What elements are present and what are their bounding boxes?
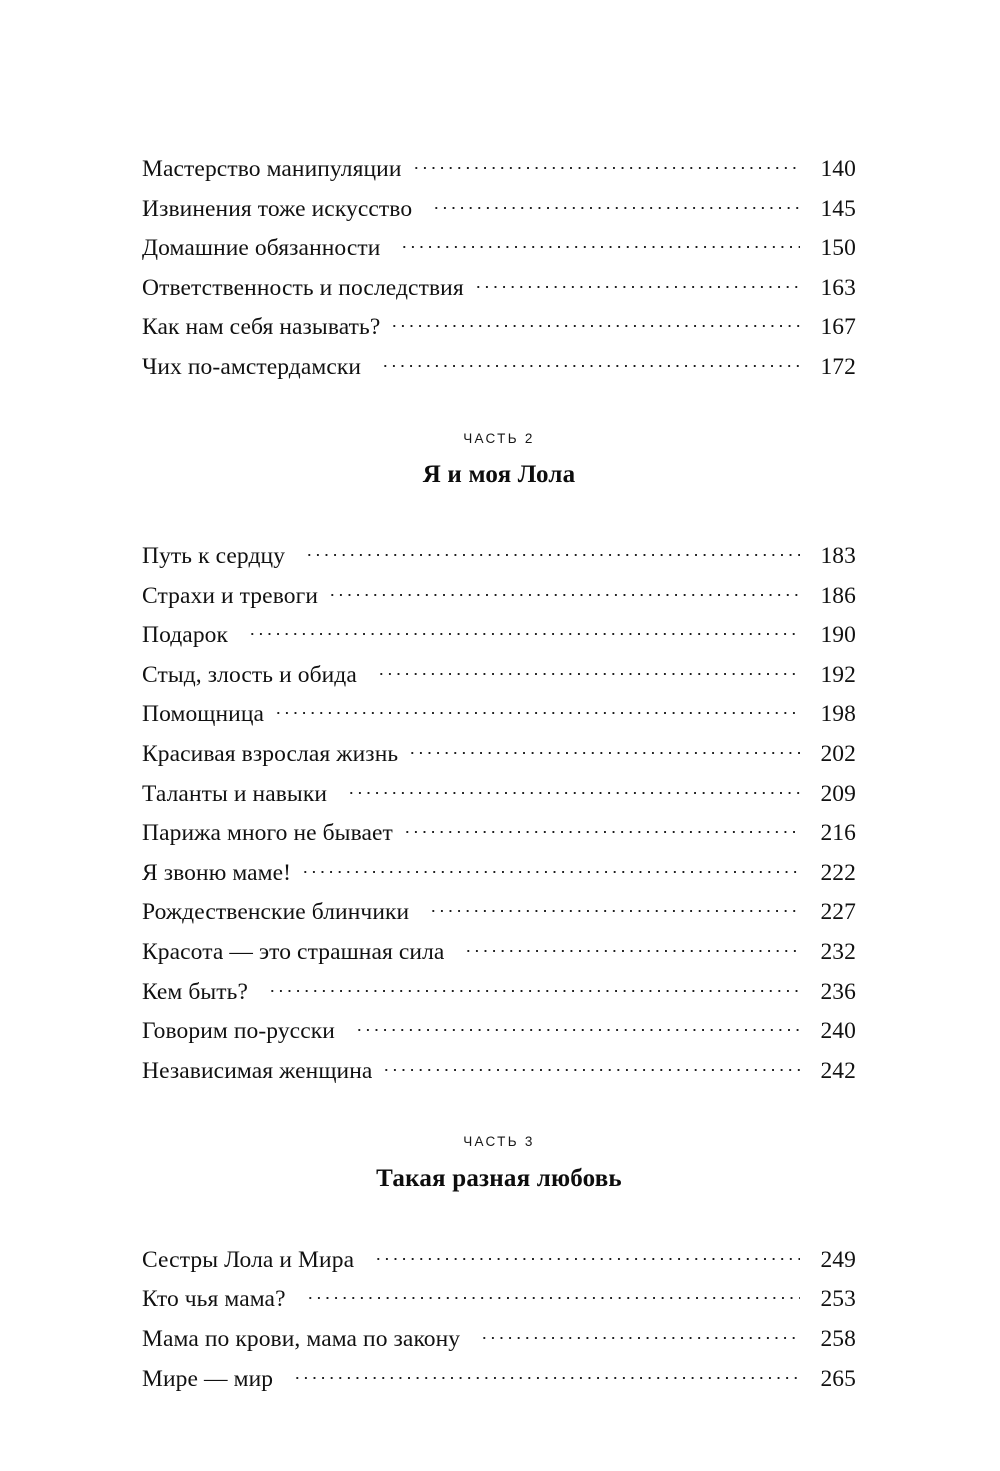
toc-entry-title: Независимая женщина xyxy=(142,1057,373,1084)
toc-entry-title: Как нам себя называть? xyxy=(142,314,381,341)
toc-entry-page-number: 253 xyxy=(820,1286,856,1313)
toc-dot-leader xyxy=(432,192,800,216)
part-heading xyxy=(142,432,856,488)
toc-entry-title: Таланты и навыки xyxy=(142,780,328,807)
toc-entry-page-number: 249 xyxy=(820,1246,856,1273)
toc-entry-page-number: 222 xyxy=(820,859,856,886)
toc-entry-page-number: 190 xyxy=(820,622,856,649)
toc-entry-title: Сестры Лола и Мира xyxy=(142,1246,355,1273)
toc-entry[interactable] xyxy=(142,190,856,230)
part-title: Я и моя Лола xyxy=(422,461,576,489)
toc-dot-leader xyxy=(400,232,800,256)
heading-spacer-top xyxy=(142,1091,856,1135)
toc-entry[interactable] xyxy=(142,577,856,617)
toc-entry-page-number: 236 xyxy=(820,978,856,1005)
toc-entry[interactable] xyxy=(142,933,856,973)
toc-entry-title: Рождественские блинчики xyxy=(142,899,410,926)
toc-entry[interactable] xyxy=(142,695,856,735)
toc-dot-leader xyxy=(403,817,800,841)
part-heading xyxy=(142,1135,856,1191)
toc-entry[interactable] xyxy=(142,1012,856,1052)
toc-entry[interactable] xyxy=(142,348,856,388)
toc-dot-leader xyxy=(355,1015,800,1039)
toc-entry[interactable] xyxy=(142,854,856,894)
toc-dot-leader xyxy=(305,540,800,564)
toc-entry-page-number: 163 xyxy=(820,274,856,301)
toc-entry-title: Мама по крови, мама по закону xyxy=(142,1326,461,1353)
toc-dot-leader xyxy=(347,777,800,801)
toc-entry-page-number: 192 xyxy=(820,661,856,688)
toc-entry-title: Красота — это страшная сила xyxy=(142,939,445,965)
toc-dot-leader xyxy=(480,1323,800,1347)
toc-entry-title: Говорим по-русски xyxy=(142,1018,335,1045)
toc-entry[interactable] xyxy=(142,656,856,696)
heading-spacer-bottom xyxy=(142,487,856,537)
toc-entry-title: Я звоню маме! xyxy=(142,859,292,886)
toc-entry[interactable] xyxy=(142,150,856,190)
toc-entry-title: Извинения тоже искусство xyxy=(142,195,413,222)
toc-entry-page-number: 242 xyxy=(820,1057,856,1084)
toc-entry-title: Страхи и тревоги xyxy=(142,582,318,609)
toc-entry-page-number: 145 xyxy=(820,195,856,222)
toc-entry-page-number: 186 xyxy=(820,582,856,609)
toc-block xyxy=(142,150,856,388)
toc-entry-page-number: 240 xyxy=(820,1018,856,1045)
toc-entry[interactable] xyxy=(142,537,856,577)
toc-dot-leader xyxy=(268,975,800,999)
toc-entry-page-number: 183 xyxy=(820,543,856,570)
toc-entry[interactable] xyxy=(142,1241,856,1281)
toc-dot-leader xyxy=(390,311,800,335)
toc-entry-page-number: 172 xyxy=(820,353,856,380)
toc-entry[interactable] xyxy=(142,1280,856,1320)
toc-dot-leader xyxy=(429,896,800,920)
toc-dot-leader xyxy=(293,1362,800,1386)
toc-entry[interactable] xyxy=(142,308,856,348)
toc-entry[interactable] xyxy=(142,893,856,933)
toc-dot-leader xyxy=(328,579,800,603)
toc-entry[interactable] xyxy=(142,973,856,1013)
part-title: Такая разная любовь xyxy=(376,1164,622,1192)
toc-entry-page-number: 232 xyxy=(820,939,856,965)
toc-entry-page-number: 198 xyxy=(820,701,856,728)
toc-entry-title: Парижа много не бывает xyxy=(142,820,393,847)
toc-entry-page-number: 209 xyxy=(820,780,856,807)
toc-content xyxy=(142,150,856,1399)
toc-entry-page-number: 202 xyxy=(820,741,856,768)
toc-entry-title: Мастерство манипуляции xyxy=(142,156,402,182)
toc-entry-page-number: 216 xyxy=(820,820,856,847)
toc-entry-title: Мире — мир xyxy=(142,1365,274,1392)
toc-entry[interactable] xyxy=(142,616,856,656)
toc-entry[interactable] xyxy=(142,1320,856,1360)
toc-entry[interactable] xyxy=(142,1052,856,1092)
toc-block xyxy=(142,537,856,1091)
toc-dot-leader xyxy=(301,856,800,880)
toc-entry-title: Ответственность и последствия xyxy=(142,274,464,301)
toc-entry[interactable] xyxy=(142,735,856,775)
toc-dot-leader xyxy=(274,698,800,722)
toc-dot-leader xyxy=(412,153,800,177)
toc-entry-page-number: 150 xyxy=(820,235,856,262)
toc-entry-page-number: 258 xyxy=(820,1326,856,1353)
toc-entry[interactable] xyxy=(142,775,856,815)
toc-entry-title: Кем быть? xyxy=(142,978,249,1005)
toc-dot-leader xyxy=(374,1243,800,1267)
toc-entry-page-number: 265 xyxy=(820,1365,856,1392)
toc-entry-title: Помощница xyxy=(142,701,265,728)
part-kicker: ЧАСТЬ 3 xyxy=(463,1134,535,1150)
toc-dot-leader xyxy=(464,936,800,960)
toc-entry-page-number: 227 xyxy=(820,899,856,926)
toc-dot-leader xyxy=(306,1283,800,1307)
toc-dot-leader xyxy=(474,271,800,295)
toc-entry-title: Путь к сердцу xyxy=(142,543,286,570)
toc-entry-title: Домашние обязанности xyxy=(142,235,381,262)
part-kicker: ЧАСТЬ 2 xyxy=(463,430,535,446)
heading-spacer-top xyxy=(142,388,856,432)
toc-entry[interactable] xyxy=(142,814,856,854)
toc-entry-title: Стыд, злость и обида xyxy=(142,661,357,688)
toc-entry[interactable] xyxy=(142,229,856,269)
toc-entry-page-number: 140 xyxy=(820,156,856,182)
toc-dot-leader xyxy=(408,738,800,762)
toc-entry[interactable] xyxy=(142,269,856,309)
toc-dot-leader xyxy=(381,350,800,374)
toc-entry-title: Подарок xyxy=(142,622,229,649)
toc-entry-title: Кто чья мама? xyxy=(142,1286,286,1313)
toc-dot-leader xyxy=(382,1054,800,1078)
toc-entry-title: Красивая взрослая жизнь xyxy=(142,741,399,768)
toc-entry-page-number: 167 xyxy=(820,314,856,341)
toc-entry[interactable] xyxy=(142,1360,856,1400)
heading-spacer-bottom xyxy=(142,1191,856,1241)
toc-dot-leader xyxy=(377,658,800,682)
toc-block xyxy=(142,1241,856,1399)
toc-entry-title: Чих по-амстердамски xyxy=(142,353,362,380)
toc-dot-leader xyxy=(248,619,800,643)
